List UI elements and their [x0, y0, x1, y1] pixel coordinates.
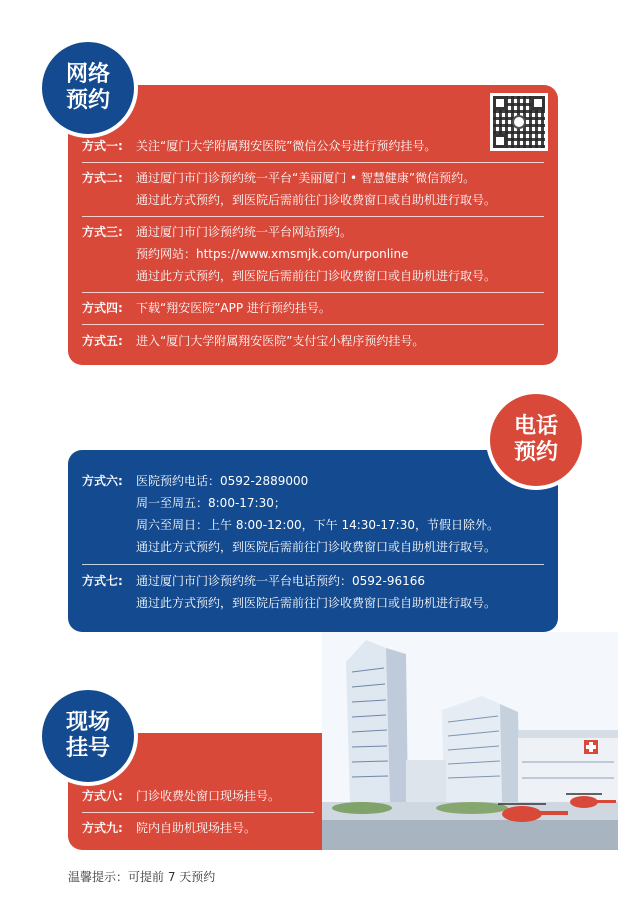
- method-label: 方式九:: [82, 821, 123, 835]
- online-booking-badge: [38, 38, 138, 138]
- method-5: [82, 330, 544, 352]
- method-text: 通过此方式预约，到医院后需前往门诊收费窗口或自助机进行取号。: [136, 596, 497, 610]
- method-text: 关注“厦门大学附属翔安医院”微信公众号进行预约挂号。: [136, 139, 437, 153]
- phone-booking-badge: [486, 390, 586, 490]
- phone-number[interactable]: 通过厦门市门诊预约统一平台电话预约：0592-96166: [136, 574, 426, 588]
- booking-tip: 温馨提示：可提前 7 天预约: [68, 870, 216, 884]
- method-label: 方式五:: [82, 334, 123, 348]
- method-text: 通过厦门市门诊预约统一平台网站预约。: [136, 225, 353, 239]
- method-label: 方式七:: [82, 574, 123, 588]
- method-text: 通过此方式预约，到医院后需前往门诊收费窗口或自助机进行取号。: [136, 193, 497, 207]
- method-label: 方式三:: [82, 225, 123, 239]
- divider: [82, 216, 544, 217]
- method-7: [82, 570, 544, 614]
- method-text: 通过厦门市门诊预约统一平台“美丽厦门 • 智慧健康”微信预约。: [136, 171, 476, 185]
- method-text: 周六至周日：上午 8:00-12:00，下午 14:30-17:30，节假日除外。: [136, 518, 499, 532]
- method-text: 通过此方式预约，到医院后需前往门诊收费窗口或自助机进行取号。: [136, 540, 497, 554]
- divider: [82, 564, 544, 565]
- method-6: [82, 470, 544, 558]
- method-text: 通过此方式预约，到医院后需前往门诊收费窗口或自助机进行取号。: [136, 269, 497, 283]
- phone-number[interactable]: 医院预约电话：0592-2889000: [136, 474, 309, 488]
- badge-text: 预约: [513, 440, 558, 465]
- method-label: 方式四:: [82, 301, 123, 315]
- method-label: 方式八:: [82, 789, 123, 803]
- method-text: 门诊收费处窗口现场挂号。: [136, 789, 281, 803]
- method-text: 周一至周五：8:00-17:30；: [136, 496, 286, 510]
- method-label: 方式一:: [82, 139, 123, 153]
- method-1: [82, 135, 544, 157]
- divider: [82, 324, 544, 325]
- method-text: 进入“厦门大学附属翔安医院”支付宝小程序预约挂号。: [136, 334, 425, 348]
- website-link[interactable]: 预约网站：https://www.xmsmjk.com/urponline: [136, 247, 409, 261]
- badge-text: 预约: [65, 88, 110, 113]
- online-booking-panel: [65, 85, 558, 365]
- method-text: 下载“翔安医院”APP 进行预约挂号。: [136, 301, 331, 315]
- badge-text: 挂号: [65, 736, 110, 761]
- method-2: [82, 167, 544, 211]
- method-3: [82, 221, 544, 287]
- divider: [82, 162, 544, 163]
- phone-booking-panel: [68, 450, 558, 632]
- method-4: [82, 297, 544, 319]
- divider: [82, 812, 314, 813]
- onsite-registration-badge: [38, 686, 138, 786]
- badge-text: 现场: [65, 710, 110, 735]
- method-text: 院内自助机现场挂号。: [136, 821, 257, 835]
- method-label: 方式二:: [82, 171, 123, 185]
- badge-text: 电话: [513, 414, 558, 439]
- badge-text: 网络: [65, 62, 110, 87]
- divider: [82, 292, 544, 293]
- hospital-building-image: [322, 632, 618, 850]
- method-label: 方式六:: [82, 474, 123, 488]
